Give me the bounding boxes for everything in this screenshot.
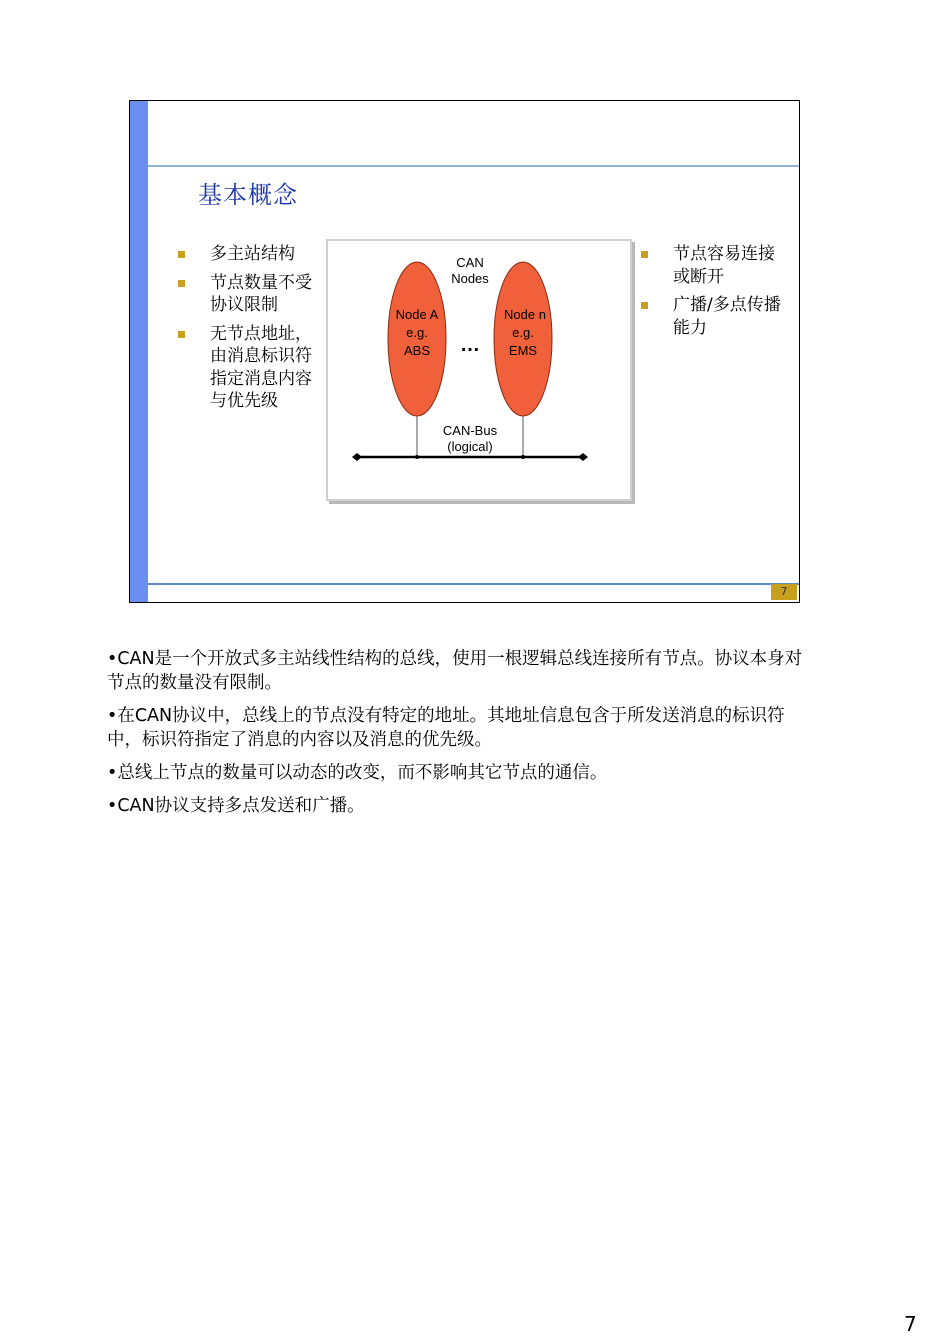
note-paragraph: •CAN协议支持多点发送和广播。 [107, 796, 365, 816]
notes [107, 647, 819, 827]
slide-accent-bar [130, 101, 148, 602]
slide-top-divider [148, 165, 799, 167]
slide-bottom-divider [148, 583, 799, 585]
can-bus-diagram-svg [328, 241, 630, 499]
bus-label-line2: (logical) [447, 439, 493, 454]
node-n-label: Node n [504, 307, 546, 322]
bus-label-line1: CAN-Bus [442, 423, 498, 438]
bullet-square-icon [178, 280, 185, 287]
list-item: 节点数量不受协议限制 [178, 272, 318, 317]
node-n-eg: e.g. [512, 325, 534, 340]
list-item: 多主站结构 [178, 243, 318, 266]
nodes-ellipsis: … [460, 334, 480, 356]
list-item: 广播/多点传播能力 [641, 294, 781, 339]
bullet-square-icon [641, 251, 648, 258]
node-a-junction [415, 455, 419, 459]
node-a-eg: e.g. [406, 325, 428, 340]
list-item: 节点容易连接或断开 [641, 243, 781, 288]
slide [129, 100, 800, 603]
can-bus-diagram [326, 239, 632, 501]
node-n-ems: EMS [508, 343, 538, 358]
note-paragraph: •在CAN协议中，总线上的节点没有特定的地址。其地址信息包含于所发送消息的标识符中，标识符指定了消息的内容以及消息的优先级。 [107, 706, 785, 750]
bullet-square-icon [641, 302, 648, 309]
slide-number: 7 [771, 584, 797, 600]
bus-end-right-icon [578, 453, 588, 461]
bullet-square-icon [178, 331, 185, 338]
left-bullet-list [178, 243, 318, 419]
note-paragraph: •CAN是一个开放式多主站线性结构的总线，使用一根逻辑总线连接所有节点。协议本身对节点的数量没有限制。 [107, 649, 803, 693]
note-paragraph: •总线上节点的数量可以动态的改变，而不影响其它节点的通信。 [107, 763, 608, 783]
bullet-square-icon [178, 251, 185, 258]
list-item: 无节点地址，由消息标识符指定消息内容与优先级 [178, 323, 318, 413]
slide-title: 基本概念 [198, 181, 298, 209]
right-bullet-list [641, 243, 781, 345]
page-number: 7 [904, 1312, 917, 1336]
node-a-label: Node A [395, 307, 439, 322]
node-n-junction [521, 455, 525, 459]
bus-end-left-icon [352, 453, 362, 461]
nodes-label-line2: Nodes [451, 271, 489, 286]
nodes-label-line1: CAN [456, 255, 484, 270]
node-a-abs: ABS [403, 343, 431, 358]
